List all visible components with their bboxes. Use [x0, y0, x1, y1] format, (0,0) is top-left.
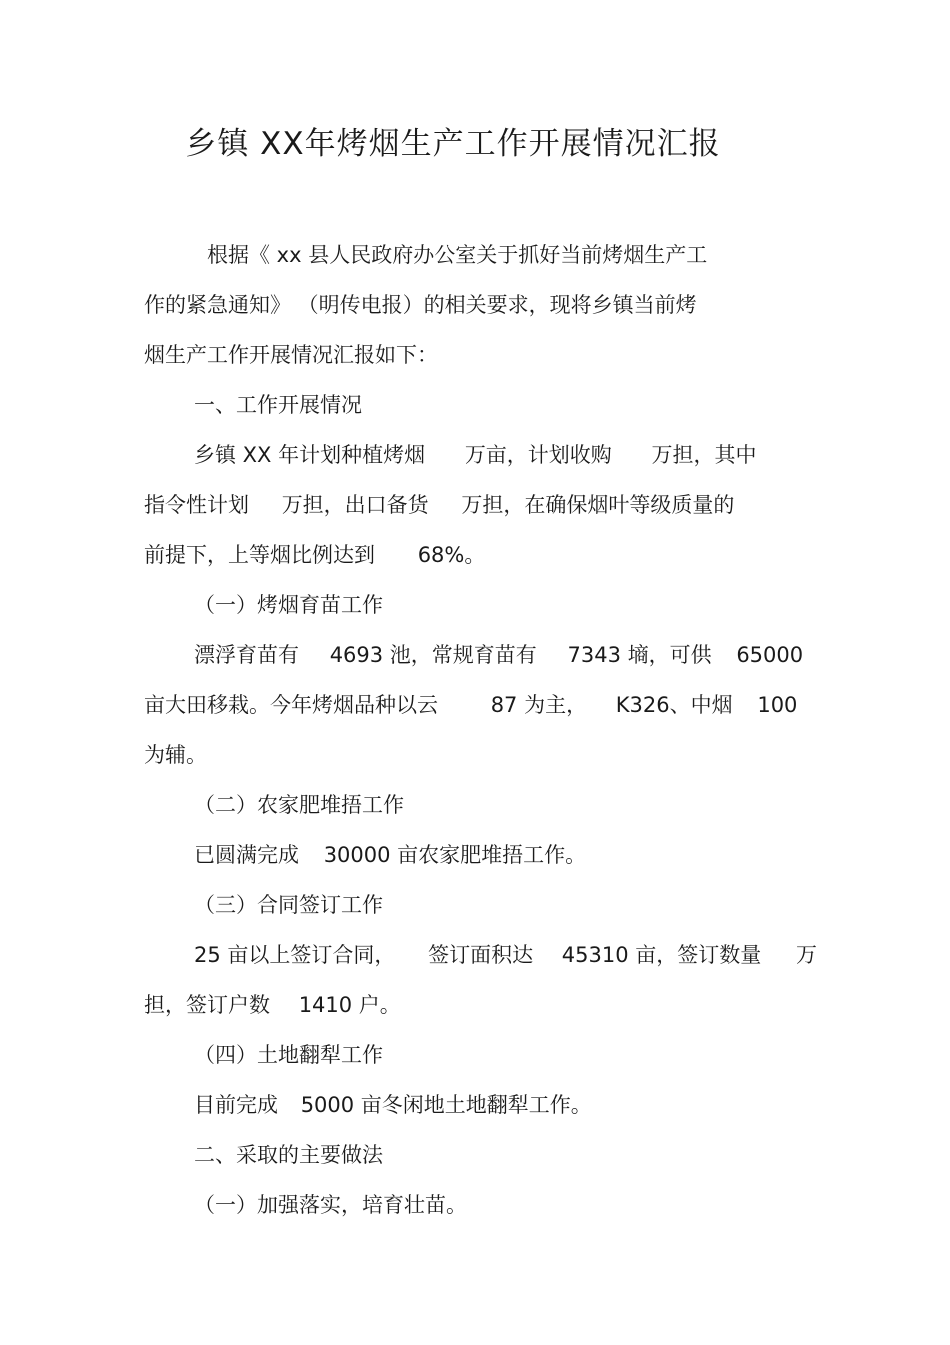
- text-run: 100: [757, 693, 798, 717]
- text-run: 担，签订户数: [144, 993, 270, 1017]
- text-run: 1410 户。: [298, 993, 401, 1017]
- paragraph-line: [144, 340, 438, 370]
- text-run: 65000: [736, 643, 804, 667]
- text-run: 签订面积达: [428, 943, 534, 967]
- text-run: 漂浮育苗有: [194, 643, 299, 667]
- document-title: 乡镇 XX年烤烟生产工作开展情况汇报: [185, 126, 721, 162]
- text-run: 87 为主，: [490, 693, 588, 717]
- paragraph-line: [144, 690, 797, 720]
- text-run: 为辅。: [144, 743, 207, 767]
- subsection-heading: （四）土地翻犁工作: [194, 1043, 383, 1067]
- text-run: 68%。: [417, 543, 486, 567]
- paragraph-line: [194, 640, 803, 670]
- text-run: 5000 亩冬闲地土地翻犁工作。: [300, 1093, 592, 1117]
- text-run: 根据《 xx 县人民政府办公室关于抓好当前烤烟生产工: [207, 243, 708, 267]
- text-run: 乡镇 XX 年计划种植烤烟: [194, 443, 426, 467]
- text-run: 前提下，上等烟比例达到: [144, 543, 375, 567]
- subsection-heading: （一）加强落实，培育壮苗。: [194, 1193, 467, 1217]
- text-run: 万担，出口备货: [281, 493, 429, 517]
- text-run: 万亩，计划收购: [464, 443, 612, 467]
- paragraph-line: [144, 990, 401, 1020]
- subsection-heading: （三）合同签订工作: [194, 893, 383, 917]
- text-run: 万: [795, 943, 817, 967]
- paragraph-line: [207, 240, 707, 270]
- paragraph-line: [194, 940, 817, 970]
- paragraph-line: [144, 740, 207, 770]
- text-run: 万担，其中: [651, 443, 757, 467]
- text-run: 万担，在确保烟叶等级质量的: [461, 493, 735, 517]
- text-run: 亩大田移栽。今年烤烟品种以云: [144, 693, 438, 717]
- paragraph-line: [144, 490, 734, 520]
- text-run: 指令性计划: [144, 493, 249, 517]
- paragraph-line: [194, 440, 757, 470]
- text-run: 45310 亩，签订数量: [561, 943, 762, 967]
- text-run: 烟生产工作开展情况汇报如下：: [144, 343, 438, 367]
- text-run: K326、中烟: [615, 693, 733, 717]
- section-heading: 一、工作开展情况: [194, 393, 362, 417]
- paragraph-line: [194, 840, 586, 870]
- paragraph-line: [194, 1090, 592, 1120]
- subsection-heading: （一）烤烟育苗工作: [194, 593, 383, 617]
- text-run: 25 亩以上签订合同，: [194, 943, 396, 967]
- text-run: 30000 亩农家肥堆捂工作。: [323, 843, 587, 867]
- text-run: 已圆满完成: [194, 843, 299, 867]
- text-run: 7343 墒，可供: [567, 643, 712, 667]
- text-run: 4693 池，常规育苗有: [329, 643, 537, 667]
- paragraph-line: [144, 540, 485, 570]
- subsection-heading: （二）农家肥堆捂工作: [194, 793, 404, 817]
- text-run: 作的紧急通知》 （明传电报）的相关要求，现将乡镇当前烤: [144, 293, 697, 317]
- text-run: 目前完成: [194, 1093, 278, 1117]
- paragraph-line: [144, 290, 697, 320]
- section-heading: 二、采取的主要做法: [194, 1143, 383, 1167]
